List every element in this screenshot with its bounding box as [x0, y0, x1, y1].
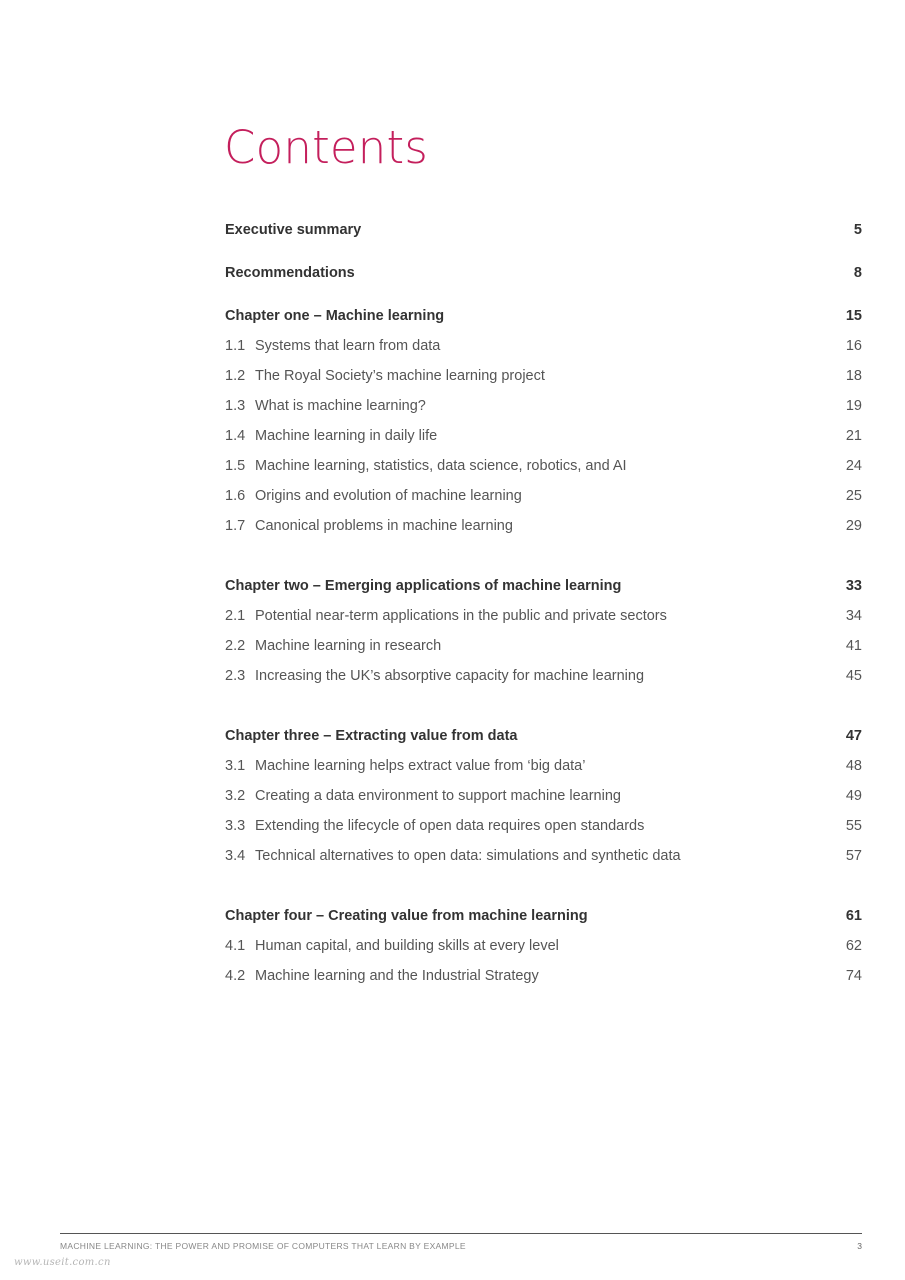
section-title: Human capital, and building skills at every level — [255, 938, 559, 954]
toc-section-4-1[interactable] — [225, 931, 862, 961]
toc-entry-title: Recommendations — [225, 265, 355, 281]
spacer — [225, 691, 862, 721]
chapter-title: Chapter one – Machine learning — [225, 308, 445, 324]
section-title: Technical alternatives to open data: simulations and synthetic data — [255, 848, 681, 864]
section-title: Machine learning in daily life — [255, 428, 438, 444]
section-title: Potential near-term applications in the public and private sectors — [255, 608, 667, 624]
section-number: 1.1 — [225, 338, 246, 354]
footer-page-number: 3 — [857, 1241, 862, 1251]
section-number: 3.1 — [225, 758, 246, 774]
section-page: 16 — [845, 338, 862, 354]
page-title: Contents — [224, 121, 429, 174]
section-number: 1.2 — [225, 368, 246, 384]
section-page: 24 — [845, 458, 862, 474]
toc-chapter-four[interactable] — [225, 901, 862, 931]
table-of-contents — [225, 215, 862, 991]
toc-section-3-3[interactable] — [225, 811, 862, 841]
section-number: 3.3 — [225, 818, 246, 834]
section-title: What is machine learning? — [255, 398, 426, 414]
section-title: Machine learning and the Industrial Strategy — [255, 968, 539, 984]
section-number: 1.3 — [225, 398, 246, 414]
section-title: Systems that learn from data — [255, 338, 441, 354]
section-title: Machine learning, statistics, data science, robotics, and AI — [255, 458, 627, 474]
section-title: Origins and evolution of machine learning — [255, 488, 522, 504]
toc-section-1-4[interactable] — [225, 421, 862, 451]
section-number: 3.4 — [225, 848, 246, 864]
toc-entry-executive-summary[interactable] — [225, 215, 862, 245]
chapter-title: Chapter three – Extracting value from data — [225, 728, 518, 744]
section-page: 49 — [845, 788, 862, 804]
section-page: 25 — [845, 488, 862, 504]
chapter-page: 47 — [845, 728, 862, 744]
toc-section-2-3[interactable] — [225, 661, 862, 691]
spacer — [225, 871, 862, 901]
section-title: Creating a data environment to support machine learning — [255, 788, 621, 804]
watermark: www.useit.com.cn — [14, 1257, 111, 1268]
spacer — [225, 245, 862, 258]
section-number: 1.7 — [225, 518, 246, 534]
section-number: 1.5 — [225, 458, 246, 474]
footer-divider — [60, 1233, 862, 1234]
toc-section-2-2[interactable] — [225, 631, 862, 661]
section-number: 4.2 — [225, 968, 246, 984]
section-page: 55 — [845, 818, 862, 834]
chapter-title: Chapter two – Emerging applications of machine learning — [225, 578, 622, 594]
section-page: 48 — [845, 758, 862, 774]
section-number: 4.1 — [225, 938, 246, 954]
toc-section-1-3[interactable] — [225, 391, 862, 421]
toc-section-1-7[interactable] — [225, 511, 862, 541]
toc-entry-title: Executive summary — [225, 222, 362, 238]
section-title: Extending the lifecycle of open data requires open standards — [255, 818, 645, 834]
section-title: The Royal Society’s machine learning project — [255, 368, 545, 384]
section-title: Increasing the UK’s absorptive capacity for machine learning — [255, 668, 645, 684]
section-title: Machine learning helps extract value from ‘big data’ — [255, 758, 586, 774]
spacer — [225, 541, 862, 571]
toc-entry-page: 8 — [853, 265, 862, 281]
toc-section-1-6[interactable] — [225, 481, 862, 511]
section-number: 2.3 — [225, 668, 246, 684]
section-number: 3.2 — [225, 788, 246, 804]
section-page: 19 — [845, 398, 862, 414]
section-number: 2.2 — [225, 638, 246, 654]
section-number: 2.1 — [225, 608, 246, 624]
section-title: Machine learning in research — [255, 638, 442, 654]
section-page: 41 — [845, 638, 862, 654]
section-page: 74 — [845, 968, 862, 984]
chapter-page: 15 — [845, 308, 862, 324]
toc-section-3-1[interactable] — [225, 751, 862, 781]
toc-chapter-one[interactable] — [225, 301, 862, 331]
toc-section-1-2[interactable] — [225, 361, 862, 391]
section-page: 18 — [845, 368, 862, 384]
section-page: 21 — [845, 428, 862, 444]
toc-section-4-2[interactable] — [225, 961, 862, 991]
toc-section-1-5[interactable] — [225, 451, 862, 481]
section-page: 57 — [845, 848, 862, 864]
section-page: 62 — [845, 938, 862, 954]
section-page: 29 — [845, 518, 862, 534]
spacer — [225, 288, 862, 301]
toc-section-3-2[interactable] — [225, 781, 862, 811]
section-title: Canonical problems in machine learning — [255, 518, 513, 534]
toc-entry-page: 5 — [853, 222, 862, 238]
chapter-title: Chapter four – Creating value from machine learning — [225, 908, 588, 924]
section-page: 45 — [845, 668, 862, 684]
toc-section-2-1[interactable] — [225, 601, 862, 631]
footer-running-title: MACHINE LEARNING: THE POWER AND PROMISE OF COMPUTERS THAT LEARN BY EXAMPLE — [60, 1241, 466, 1251]
toc-chapter-two[interactable] — [225, 571, 862, 601]
toc-chapter-three[interactable] — [225, 721, 862, 751]
section-number: 1.4 — [225, 428, 246, 444]
chapter-page: 61 — [845, 908, 862, 924]
toc-entry-recommendations[interactable] — [225, 258, 862, 288]
toc-section-1-1[interactable] — [225, 331, 862, 361]
section-number: 1.6 — [225, 488, 246, 504]
section-page: 34 — [845, 608, 862, 624]
toc-section-3-4[interactable] — [225, 841, 862, 871]
chapter-page: 33 — [845, 578, 862, 594]
